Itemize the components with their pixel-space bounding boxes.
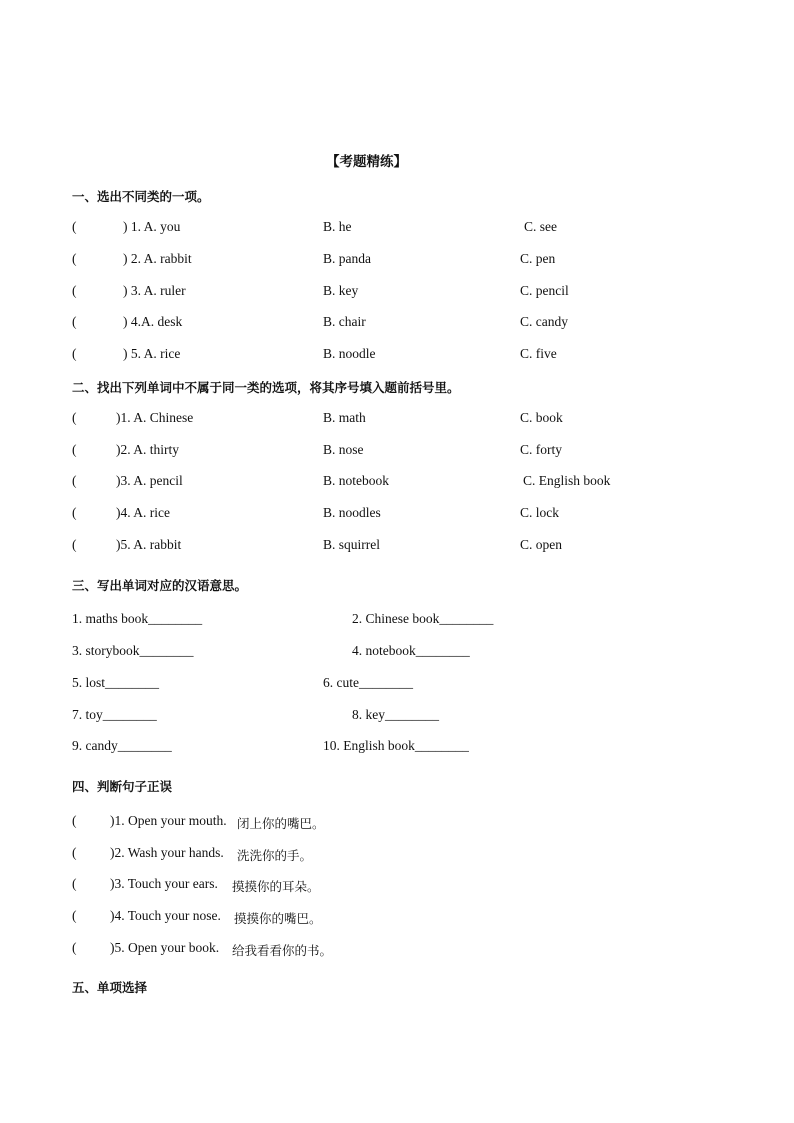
vocab-item[interactable]: 8. key________ [352, 707, 439, 722]
answer-paren[interactable]: ( [72, 442, 77, 457]
question-option-c: C. lock [520, 505, 559, 520]
vocab-item[interactable]: 1. maths book________ [72, 611, 203, 626]
chinese-translation: 给我看看你的书。 [232, 943, 333, 958]
question-option-a: ) 2. A. rabbit [123, 251, 192, 266]
vocab-item[interactable]: 3. storybook________ [72, 643, 194, 658]
question-option-b: B. key [323, 283, 359, 298]
english-sentence: )1. Open your mouth. [110, 813, 227, 828]
question-option-c: C. forty [520, 442, 562, 457]
section-1-heading: 一、选出不同类的一项。 [72, 189, 210, 204]
page-title: 【考题精练】 [326, 154, 407, 170]
vocab-item[interactable]: 7. toy________ [72, 707, 157, 722]
question-option-b: B. squirrel [323, 537, 380, 552]
question-option-c: C. book [520, 410, 563, 425]
question-option-c: C. five [520, 346, 557, 361]
question-option-b: B. chair [323, 314, 366, 329]
english-sentence: )2. Wash your hands. [110, 845, 224, 860]
question-option-c: C. pen [520, 251, 556, 266]
question-option-a: ) 4.A. desk [123, 314, 183, 329]
vocab-item[interactable]: 2. Chinese book________ [352, 611, 494, 626]
section-3-heading: 三、写出单词对应的汉语意思。 [72, 578, 248, 593]
chinese-translation: 闭上你的嘴巴。 [237, 816, 325, 831]
question-option-a: )2. A. thirty [116, 442, 179, 457]
question-option-b: B. noodle [323, 346, 376, 361]
answer-paren[interactable]: ( [72, 473, 77, 488]
chinese-translation: 摸摸你的嘴巴。 [234, 911, 322, 926]
answer-paren[interactable]: ( [72, 219, 77, 234]
chinese-translation: 摸摸你的耳朵。 [232, 879, 320, 894]
question-option-b: B. noodles [323, 505, 381, 520]
question-option-a: ) 5. A. rice [123, 346, 181, 361]
vocab-item[interactable]: 9. candy________ [72, 738, 172, 753]
question-option-b: B. nose [323, 442, 364, 457]
answer-paren[interactable]: ( [72, 505, 77, 520]
question-option-c: C. see [524, 219, 557, 234]
question-option-a: ) 3. A. ruler [123, 283, 186, 298]
vocab-item[interactable]: 5. lost________ [72, 675, 160, 690]
question-option-c: C. English book [523, 473, 611, 488]
question-option-a: )5. A. rabbit [116, 537, 182, 552]
question-option-a: )1. A. Chinese [116, 410, 194, 425]
answer-paren[interactable]: ( [72, 251, 77, 266]
question-option-a: )4. A. rice [116, 505, 170, 520]
section-2-heading: 二、找出下列单词中不属于同一类的选项，将其序号填入题前括号里。 [72, 380, 460, 395]
vocab-item[interactable]: 6. cute________ [323, 675, 413, 690]
english-sentence: )5. Open your book. [110, 940, 220, 955]
question-option-a: )3. A. pencil [116, 473, 183, 488]
question-option-b: B. he [323, 219, 352, 234]
question-option-b: B. math [323, 410, 366, 425]
vocab-item[interactable]: 10. English book________ [323, 738, 469, 753]
answer-paren[interactable]: ( [72, 813, 77, 828]
chinese-translation: 洗洗你的手。 [237, 848, 313, 863]
question-option-c: C. open [520, 537, 562, 552]
question-option-b: B. notebook [323, 473, 389, 488]
vocab-item[interactable]: 4. notebook________ [352, 643, 470, 658]
answer-paren[interactable]: ( [72, 908, 77, 923]
question-option-a: ) 1. A. you [123, 219, 181, 234]
question-option-c: C. pencil [520, 283, 569, 298]
answer-paren[interactable]: ( [72, 940, 77, 955]
section-4-heading: 四、判断句子正误 [72, 779, 173, 794]
answer-paren[interactable]: ( [72, 537, 77, 552]
answer-paren[interactable]: ( [72, 410, 77, 425]
answer-paren[interactable]: ( [72, 283, 77, 298]
english-sentence: )3. Touch your ears. [110, 876, 218, 891]
answer-paren[interactable]: ( [72, 346, 77, 361]
question-option-b: B. panda [323, 251, 371, 266]
english-sentence: )4. Touch your nose. [110, 908, 221, 923]
answer-paren[interactable]: ( [72, 845, 77, 860]
answer-paren[interactable]: ( [72, 876, 77, 891]
answer-paren[interactable]: ( [72, 314, 77, 329]
question-option-c: C. candy [520, 314, 568, 329]
section-5-heading: 五、单项选择 [72, 980, 148, 995]
